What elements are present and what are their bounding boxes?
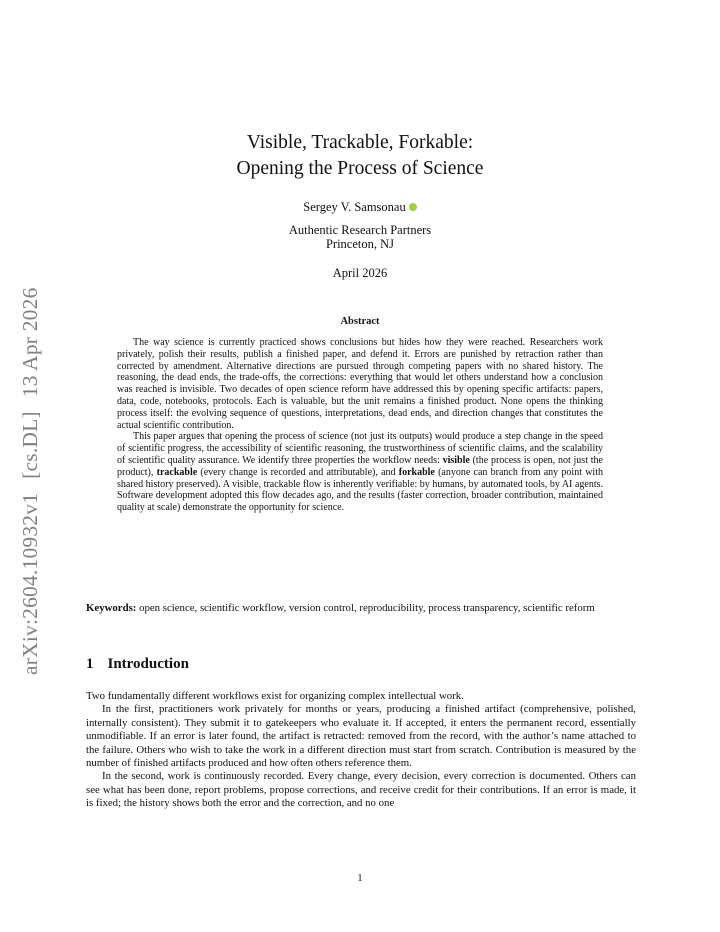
- introduction-body: [86, 690, 636, 811]
- term-forkable: forkable: [398, 466, 435, 478]
- body-paragraph-2: In the first, practitioners work privately for months or years, producing a finished artifact (comprehensive, polished, internally consistent). They submit it to gatekeepers who evaluate it. If accepted, it enters the permanent record, essentially unmodifiable. If an error is later found, the artifact is retracted: removed from the record, with the author’s name attached to the failure. Others who wish to take the work in a different direction must start from scratch. Contribution is measured by the number of finished artifacts produced and how often others reference them.: [86, 703, 636, 770]
- section-number: 1: [86, 656, 94, 672]
- paper-date: April 2026: [332, 266, 388, 280]
- abstract-paragraph-2: This paper argues that opening the process of science (not just its outputs) would produce a step change in the speed of scientific progress, the accessibility of scientific reasoning, the trustworthiness of scientific claims, and the scalability of scientific quality assurance. We identify three properties the workflow needs: visible (the process is open, not just the product), trackable (every change is recorded and attributable), and forkable (anyone can branch from any point with shared history preserved). A visible, trackable flow is inherently verifiable: by humans, by automated tools, by AI agents. Software development adopted this flow decades ago, and the results (faster correction, broader contribution, maintained quality at scale) demonstrate the opportunity for science.: [117, 431, 603, 514]
- arxiv-date: 13 Apr 2026: [18, 287, 42, 398]
- term-visible: visible: [442, 454, 470, 466]
- affiliation: [0, 223, 720, 251]
- abstract-heading: Abstract: [340, 316, 380, 327]
- page-number: 1: [357, 872, 363, 884]
- arxiv-category: [cs.DL]: [18, 411, 42, 479]
- keywords-list: open science, scientific workflow, version control, reproducibility, process transparency, scientific reform: [136, 602, 595, 614]
- section-heading-introduction: [86, 656, 189, 673]
- keywords: [86, 602, 636, 615]
- keywords-label: Keywords:: [86, 602, 137, 614]
- author-name: Sergey V. Samsonau: [303, 200, 406, 214]
- author-line: [0, 200, 720, 215]
- abstract-body: [117, 337, 603, 514]
- body-paragraph-1: Two fundamentally different workflows exist for organizing complex intellectual work.: [86, 690, 464, 702]
- section-title: Introduction: [107, 656, 189, 672]
- title-line-1: Visible, Trackable, Forkable:: [246, 132, 474, 153]
- title-line-2: Opening the Process of Science: [236, 158, 484, 179]
- term-trackable: trackable: [156, 466, 198, 478]
- arxiv-id: arXiv:2604.10932v1: [18, 492, 42, 675]
- affiliation-location: Princeton, NJ: [325, 237, 395, 251]
- paper-title: [0, 130, 720, 182]
- body-paragraph-3: In the second, work is continuously recorded. Every change, every decision, every correction is documented. Others can see what has been done, report problems, propose corrections, and receive credit for their contributions. If an error is made, it is fixed; the history shows both the error and the correction, and no one: [86, 770, 636, 810]
- abstract-paragraph-1: The way science is currently practiced shows conclusions but hides how they were reached. Researchers work privately, polish their results, publish a finished paper, and defend it. Errors are punished by retraction rather than corrected by amendment. Alternative directions are pursued through competing papers with no shared history. The reasoning, the dead ends, the trade-offs, the corrections: everything that would let others understand how a conclusion was reached is invisible. Two decades of open science reform have addressed this by opening specific artifacts: papers, data, code, notebooks, protocols. Each is valuable, but the unit remains a finished product. None opens the thinking process itself: the evolving sequence of questions, interpretations, dead ends, and direction changes that constitutes the actual scientific contribution.: [117, 337, 603, 431]
- orcid-icon[interactable]: [409, 203, 417, 211]
- affiliation-organization: Authentic Research Partners: [288, 223, 432, 237]
